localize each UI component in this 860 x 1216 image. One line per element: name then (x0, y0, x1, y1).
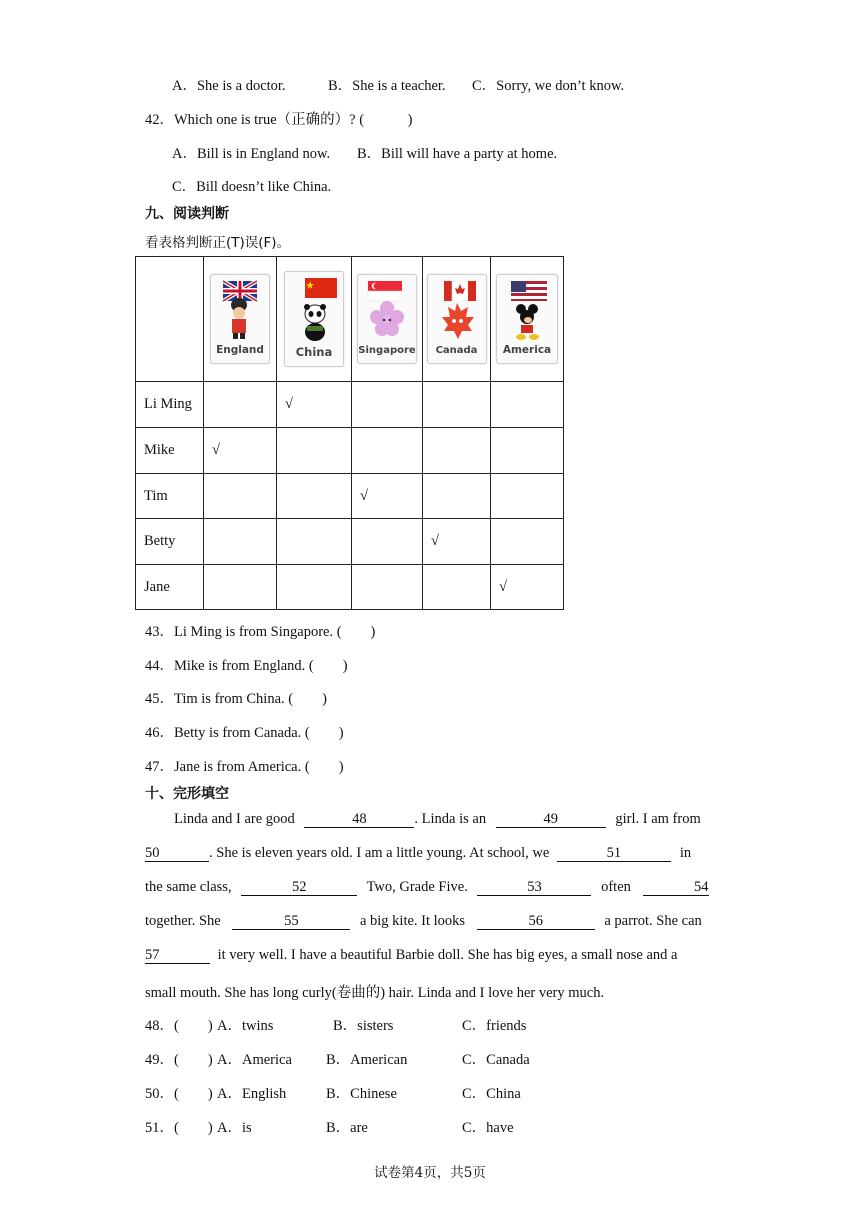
cloze-text: . She is eleven years old. I am a little young. At school, we (209, 845, 553, 861)
mc-option-c: C．Canada (462, 1052, 530, 1068)
check-cell: √ (204, 428, 277, 474)
judge-question-45: 45．Tim is from China. ( ) (145, 691, 327, 707)
cell (491, 428, 564, 474)
cell (352, 565, 423, 610)
q41-option-b: B．She is a teacher. (328, 78, 446, 94)
cloze-text: it very well. I have a beautiful Barbie doll. She has big eyes, a small nose and a (214, 947, 678, 963)
blank-48: 48 (304, 812, 414, 828)
cloze-text: . Linda is an (414, 811, 490, 827)
cloze-text: Two, Grade Five. (363, 879, 472, 895)
header-cell-china (277, 257, 352, 382)
blank-50: 50 (145, 846, 209, 862)
cell (277, 519, 352, 565)
table-row (136, 519, 564, 565)
row-name-li-ming: Li Ming (136, 382, 204, 428)
mc-option-b: B．sisters (333, 1018, 394, 1034)
page-footer: 试卷第4页，共5页 (374, 1165, 486, 1181)
table-corner-cell (136, 257, 204, 382)
mc-option-b: B．Chinese (326, 1086, 397, 1102)
cloze-text: often (597, 879, 635, 895)
cell (491, 519, 564, 565)
cloze-text: girl. I am from (611, 811, 701, 827)
q42-option-b: B．Bill will have a party at home. (357, 146, 558, 162)
judge-question-46: 46．Betty is from Canada. ( ) (145, 725, 344, 741)
judge-question-44: 44．Mike is from England. ( ) (145, 658, 348, 674)
header-cell-america (491, 257, 564, 382)
blank-55: 55 (232, 914, 350, 930)
mc-option-a: A．is (217, 1120, 252, 1136)
canada-card (427, 274, 487, 364)
q41-option-c: C．Sorry, we don’t know. (472, 78, 625, 94)
section9-instruction: 看表格判断正(T)误(F)。 (145, 235, 291, 251)
table-row (136, 428, 564, 474)
blank-54: 54 (643, 880, 709, 896)
cloze-line-2 (145, 845, 691, 862)
mc-option-b: B．American (326, 1052, 408, 1068)
cell (491, 474, 564, 519)
cell (204, 474, 277, 519)
check-cell: √ (491, 565, 564, 610)
cloze-line-3 (145, 879, 709, 896)
cell (423, 382, 491, 428)
cell (277, 565, 352, 610)
singapore-label: Singapore (358, 345, 416, 356)
mc-option-c: C．friends (462, 1018, 527, 1034)
cloze-line-4 (145, 913, 702, 930)
table-row (136, 474, 564, 519)
cloze-text: the same class, (145, 879, 236, 895)
mc-number: 48．( ) (145, 1018, 213, 1034)
cell (277, 428, 352, 474)
mc-option-c: C．have (462, 1120, 514, 1136)
header-cell-canada (423, 257, 491, 382)
blank-52: 52 (241, 880, 357, 896)
cell (204, 565, 277, 610)
judge-question-47: 47．Jane is from America. ( ) (145, 759, 344, 775)
cloze-text: in (679, 845, 692, 861)
america-label: America (502, 344, 552, 356)
check-cell: √ (277, 382, 352, 428)
singapore-card (357, 274, 417, 364)
cell (204, 519, 277, 565)
header-cell-singapore (352, 257, 423, 382)
china-card (284, 271, 344, 367)
cell (423, 474, 491, 519)
mc-option-b: B．are (326, 1120, 368, 1136)
q42-option-c: C．Bill doesn’t like China. (172, 179, 332, 195)
table-row (136, 565, 564, 610)
cell (352, 428, 423, 474)
china-label: China (295, 345, 333, 359)
row-name-betty: Betty (136, 519, 204, 565)
q41-option-a: A．She is a doctor. (172, 78, 286, 94)
table-row (136, 382, 564, 428)
blank-53: 53 (477, 880, 591, 896)
cell (277, 474, 352, 519)
q42-stem: 42．Which one is true（正确的）? ( ) (145, 112, 413, 128)
america-card (496, 274, 558, 364)
mc-option-c: C．China (462, 1086, 521, 1102)
cell (204, 382, 277, 428)
check-cell: √ (423, 519, 491, 565)
mc-option-a: A．America (217, 1052, 292, 1068)
check-cell: √ (352, 474, 423, 519)
country-table (135, 256, 564, 610)
mc-number: 50．( ) (145, 1086, 213, 1102)
row-name-tim: Tim (136, 474, 204, 519)
table-header-row (136, 257, 564, 382)
section10-title: 十、完形填空 (145, 786, 229, 802)
mc-option-a: A．twins (217, 1018, 274, 1034)
row-name-jane: Jane (136, 565, 204, 610)
cloze-line-1 (174, 811, 701, 828)
england-card (210, 274, 270, 364)
q42-option-a: A．Bill is in England now. (172, 146, 331, 162)
cell (491, 382, 564, 428)
header-cell-england (204, 257, 277, 382)
row-name-mike: Mike (136, 428, 204, 474)
blank-49: 49 (496, 812, 606, 828)
mc-number: 51．( ) (145, 1120, 213, 1136)
cell (423, 565, 491, 610)
cell (352, 519, 423, 565)
blank-51: 51 (557, 846, 671, 862)
cloze-text: a big kite. It looks (356, 913, 469, 929)
cloze-text: Linda and I are good (174, 811, 299, 827)
blank-56: 56 (477, 914, 595, 930)
cell (352, 382, 423, 428)
section9-title: 九、阅读判断 (145, 206, 229, 222)
mc-option-a: A．English (217, 1086, 287, 1102)
cloze-line-6: small mouth. She has long curly(卷曲的) hair. Linda and I love her very much. (145, 985, 605, 1001)
cloze-line-5 (145, 947, 677, 964)
mc-number: 49．( ) (145, 1052, 213, 1068)
cloze-text: a parrot. She can (600, 913, 702, 929)
judge-question-43: 43．Li Ming is from Singapore. ( ) (145, 624, 376, 640)
canada-label: Canada (435, 345, 478, 356)
cloze-text: together. She (145, 913, 225, 929)
england-label: England (216, 344, 264, 356)
blank-57: 57 (145, 948, 210, 964)
cell (423, 428, 491, 474)
